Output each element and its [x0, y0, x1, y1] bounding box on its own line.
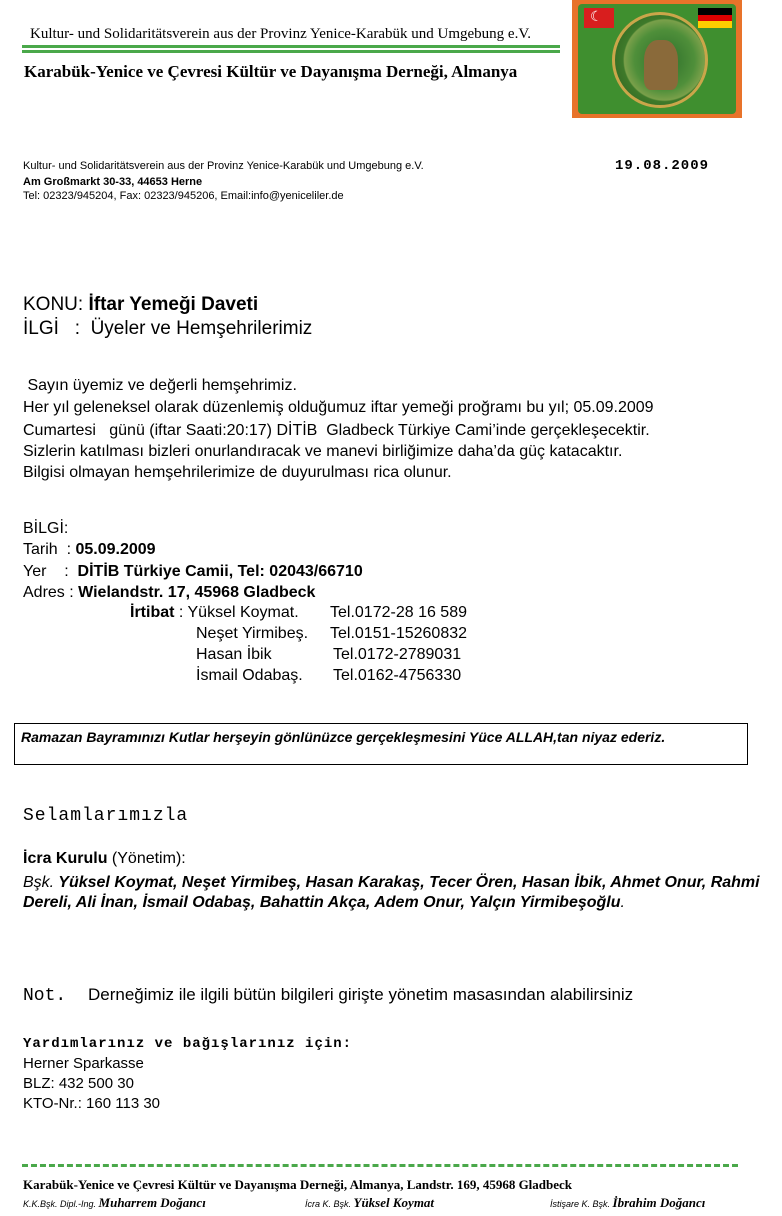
sender-contact: Tel: 02323/945204, Fax: 02323/945206, Email:info@yeniceliler.de	[23, 190, 344, 202]
sender-address: Am Großmarkt 30-33, 44653 Herne	[23, 176, 203, 188]
deer-icon	[644, 40, 678, 90]
note-label: Not.	[23, 986, 67, 1006]
contact-tel: Tel.0172-2789031	[333, 646, 462, 663]
header-turkish-name: Karabük-Yenice ve Çevresi Kültür ve Dayanışma Derneği, Almanya	[24, 62, 518, 81]
bank-name: Herner Sparkasse	[23, 1055, 144, 1072]
contact-tel: Tel.0172-28 16 589	[330, 604, 467, 621]
contact-name: : Yüksel Koymat.	[174, 604, 299, 621]
association-logo	[572, 0, 742, 118]
footer-divider	[22, 1164, 738, 1167]
contact-name: Neşet Yirmibeş.	[196, 625, 309, 642]
signature-name: Yüksel Koymat	[353, 1195, 435, 1210]
info-place-value: DİTİB Türkiye Camii, Tel: 02043/66710	[77, 563, 363, 580]
contact-tel: Tel.0151-15260832	[330, 625, 468, 642]
body-line: Sizlerin katılması bizleri onurlandıracak ve manevi birliğimize daha’da güç katacaktır.	[23, 443, 623, 460]
bank-blz: BLZ: 432 500 30	[23, 1075, 134, 1092]
info-place-label: Yer :	[23, 563, 78, 580]
body-line: Sayın üyemiz ve değerli hemşehrimiz.	[23, 377, 297, 394]
contact-row	[130, 604, 299, 622]
board-list-end: .	[620, 894, 625, 911]
sender-name: Kultur- und Solidaritätsverein aus der Provinz Yenice-Karabük und Umgebung e.V.	[23, 160, 424, 172]
reference-line: İLGİ : Üyeler ve Hemşehrilerimiz	[23, 318, 313, 339]
info-address-label: Adres :	[23, 584, 79, 601]
subject-label: KONU:	[23, 294, 84, 315]
board-heading	[23, 850, 186, 868]
footer-signature	[305, 1195, 434, 1211]
closing-salutation: Selamlarımızla	[23, 806, 189, 826]
subject-value: İftar Yemeği Daveti	[88, 294, 259, 315]
bank-heading: Yardımlarınız ve bağışlarınız için:	[23, 1036, 353, 1052]
info-place	[23, 563, 363, 581]
signature-role: İcra K. Bşk.	[305, 1199, 354, 1209]
contact-tel: Tel.0162-4756330	[333, 667, 462, 684]
contact-name: Hasan İbik	[196, 646, 272, 663]
header-german-name: Kultur- und Solidaritätsverein aus der Provinz Yenice-Karabük und Umgebung e.V.	[30, 26, 531, 42]
note-text: Derneğimiz ile ilgili bütün bilgileri girişte yönetim masasından alabilirsiniz	[88, 985, 634, 1004]
signature-role: K.K.Bşk. Dipl.-Ing.	[23, 1199, 99, 1209]
signature-role: İstişare K. Bşk.	[550, 1199, 613, 1209]
german-flag-icon	[698, 8, 732, 28]
info-date	[23, 541, 156, 559]
board-heading-bold: İcra Kurulu	[23, 850, 108, 867]
header-divider	[22, 45, 560, 55]
board-chair-label: Bşk.	[23, 874, 55, 891]
turkish-flag-icon: ☾	[584, 8, 614, 28]
footer-signature	[23, 1195, 206, 1211]
bank-account: KTO-Nr.: 160 113 30	[23, 1095, 161, 1112]
board-members	[23, 873, 763, 913]
body-line: Cumartesi günü (iftar Saati:20:17) DİTİB Gladbeck Türkiye Cami’inde gerçekleşecektir.	[23, 422, 650, 439]
footer-signature	[550, 1195, 705, 1211]
contact-name: İsmail Odabaş.	[196, 667, 303, 684]
contact-label: İrtibat	[130, 604, 175, 621]
greeting-text: Ramazan Bayramınızı Kutlar herşeyin gönlünüzce gerçekleşmesini Yüce ALLAH,tan niyaz ederiz.	[21, 729, 666, 745]
info-title: BİLGİ:	[23, 520, 69, 537]
info-address	[23, 584, 315, 602]
letter-date: 19.08.2009	[615, 158, 710, 174]
info-date-value: 05.09.2009	[75, 541, 156, 558]
signature-name: İbrahim Doğancı	[612, 1195, 706, 1210]
board-heading-rest: (Yönetim):	[107, 850, 186, 867]
footer-address: Karabük-Yenice ve Çevresi Kültür ve Dayanışma Derneği, Almanya, Landstr. 169, 45968 Gladbeck	[23, 1177, 573, 1192]
body-line: Bilgisi olmayan hemşehrilerimize de duyurulması rica olunur.	[23, 464, 452, 481]
greeting-box	[14, 723, 748, 765]
info-address-value: Wielandstr. 17, 45968 Gladbeck	[78, 584, 316, 601]
info-date-label: Tarih :	[23, 541, 76, 558]
subject-line	[23, 294, 258, 316]
signature-name: Muharrem Doğancı	[98, 1195, 206, 1210]
body-line: Her yıl geleneksel olarak düzenlemiş olduğumuz iftar yemeği proğramı bu yıl; 05.09.2009	[23, 399, 654, 416]
board-member-list: Yüksel Koymat, Neşet Yirmibeş, Hasan Karakaş, Tecer Ören, Hasan İbik, Ahmet Onur, Rahmi Dereli, Ali İnan, İsmail Odabaş, Bahattin Akça, Adem Onur, Yalçın Yirmibeşoğlu	[23, 874, 760, 911]
